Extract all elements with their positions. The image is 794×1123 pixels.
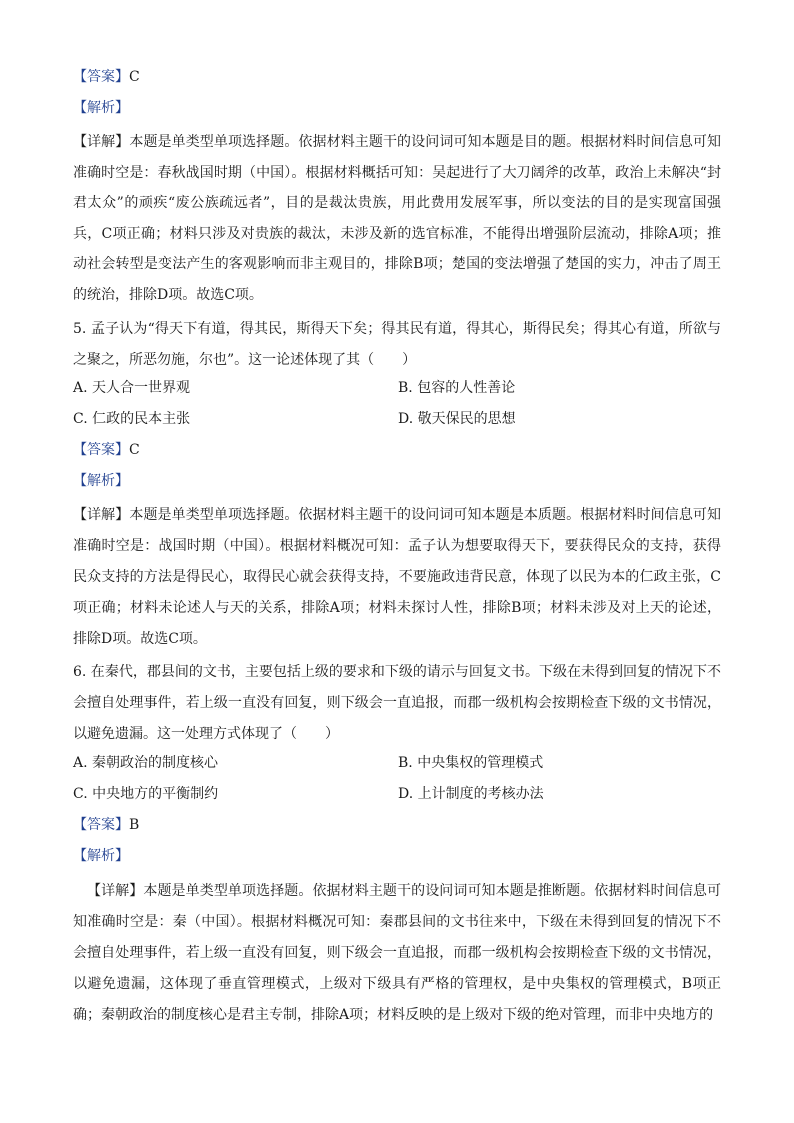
q5-option-a: A. 天人合一世界观 [73, 380, 191, 396]
q6-option-a: A. 秦朝政治的制度核心 [73, 755, 219, 771]
q6-analysis-line [73, 845, 129, 867]
detail-tag: 【详解】 [73, 134, 130, 150]
q5-option-b: B. 包容的人性善论 [398, 380, 516, 396]
q5-option-c: C. 仁政的民本主张 [73, 411, 191, 427]
q5-option-d: D. 敬天保民的思想 [398, 411, 516, 427]
answer-value: C [129, 442, 140, 458]
answer-tag: 【答案】 [73, 817, 129, 833]
answer-value: C [129, 69, 140, 85]
q5-question: 5. 孟子认为“得天下有道，得其民，斯得天下矣；得其民有道，得其心，斯得民矣；得其心有道，所欲与之聚之，所恶勿施，尔也”。这一论述体现了其（ ） [73, 321, 721, 368]
q6-detail-paragraph [73, 876, 721, 1031]
q6-question: 6. 在秦代，郡县间的文书，主要包括上级的要求和下级的请示与回复文书。下级在未得到回复的情况下不会擅自处理事件，若上级一直没有回复，则下级会一直追报，而郡一级机构会按期检查下级的文书情况，以避免遗漏。这一处理方式体现了（ ） [73, 664, 721, 742]
detail-text: 本题是单类型单项选择题。依据材料主题干的设问词可知本题是目的题。根据材料时间信息可知准确时空是：春秋战国时期（中国）。根据材料概括可知：吴起进行了大刀阔斧的改革，政治上未解决“封君太众”的顽疾“废公族疏远者”，目的是裁汰贵族，用此费用发展军事，所以变法的目的是实现富国强兵，C项正确；材料只涉及对贵族的裁汰，未涉及新的选官标准，不能得出增强阶层流动，排除A项；推动社会转型是变法产生的客观影响而非主观目的，排除B项；楚国的变法增强了楚国的实力，冲击了周王的统治，排除D项。故选C项。 [73, 134, 722, 303]
analysis-tag: 【解析】 [73, 848, 129, 864]
answer-tag: 【答案】 [73, 442, 129, 458]
answer-value: B [129, 817, 140, 833]
q5-detail-paragraph [73, 500, 721, 655]
detail-text: 本题是单类型单项选择题。依据材料主题干的设问词可知本题是推断题。依据材料时间信息可知准确时空是：秦（中国）。根据材料概况可知：秦郡县间的文书往来中，下级在未得到回复的情况下不会擅自处理事件，若上级一直没有回复，则下级会一直追报，而郡一级机构会按期检查下级的文书情况，以避免遗漏，这体现了垂直管理模式，上级对下级具有严格的管理权，是中央集权的管理模式，B项正确；秦朝政治的制度核心是君主专制，排除A项；材料反映的是上级对下级的绝对管理，而非中央地方的 [73, 883, 722, 1023]
q4-detail-paragraph [73, 127, 721, 310]
detail-tag: 【详解】 [87, 883, 144, 899]
q4-analysis-line [73, 97, 129, 119]
q6-option-c: C. 中央地方的平衡制约 [73, 786, 219, 802]
q5-answer-line [73, 439, 140, 461]
q6-answer-line [73, 814, 139, 836]
analysis-tag: 【解析】 [73, 100, 129, 116]
detail-tag: 【详解】 [73, 507, 130, 523]
detail-text: 本题是单类型单项选择题。依据材料主题干的设问词可知本题是本质题。根据材料时间信息可知准确时空是：战国时期（中国）。根据材料概况可知：孟子认为想要取得天下，要获得民众的支持，获得民众支持的方法是得民心，取得民心就会获得支持，不要施政违背民意，体现了以民为本的仁政主张，C项正确；材料未论述人与天的关系，排除A项；材料未探讨人性，排除B项；材料未涉及对上天的论述，排除D项。故选C项。 [73, 507, 722, 647]
q4-answer-line [73, 66, 140, 88]
q6-option-b: B. 中央集权的管理模式 [398, 755, 544, 771]
analysis-tag: 【解析】 [73, 473, 129, 489]
q6-option-d: D. 上计制度的考核办法 [398, 786, 544, 802]
q5-analysis-line [73, 470, 129, 492]
answer-tag: 【答案】 [73, 69, 129, 85]
